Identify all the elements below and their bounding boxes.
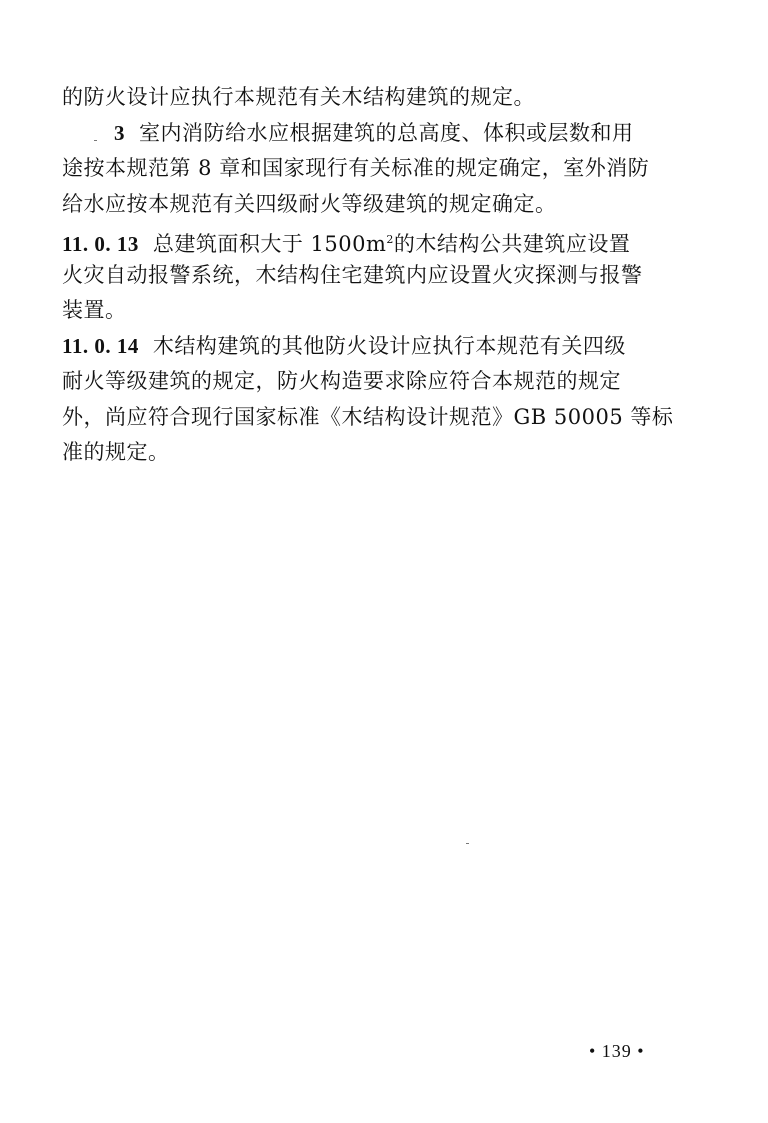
text-run: 的木结构公共建筑应设置 bbox=[393, 232, 631, 256]
text-run: 木结构建筑的其他防火设计应执行本规范有关四级 bbox=[152, 333, 626, 358]
text-line: 外，尚应符合现行国家标准《木结构设计规范》GB 50005 等标 bbox=[62, 404, 674, 429]
page-number: • 139 • bbox=[589, 1041, 645, 1061]
scan-speck bbox=[466, 843, 469, 844]
clause-number: 11. 0. 14 bbox=[62, 333, 139, 358]
clause-11-0-13-line-1 bbox=[62, 222, 674, 258]
text-run: 室内消防给水应根据建筑的总高度、体积或层数和用 bbox=[139, 120, 634, 145]
text-line: 耐火等级建筑的规定，防火构造要求除应符合本规范的规定 bbox=[62, 369, 621, 393]
clause-number: 11. 0. 13 bbox=[62, 232, 139, 256]
text-line: 的防火设计应执行本规范有关木结构建筑的规定。 bbox=[62, 85, 535, 109]
text-line: 装置。 bbox=[62, 298, 127, 322]
superscript: 2 bbox=[386, 233, 394, 246]
text-line: 火灾自动报警系统，木结构住宅建筑内应设置火灾探测与报警 bbox=[62, 262, 643, 287]
text-line: 给水应按本规范有关四级耐火等级建筑的规定确定。 bbox=[62, 191, 557, 216]
text-line: 途按本规范第 8 章和国家现行有关标准的规定确定，室外消防 bbox=[62, 156, 650, 180]
item-3-line-1 bbox=[62, 116, 674, 152]
body-text bbox=[62, 80, 674, 471]
item-number: 3 bbox=[114, 120, 125, 145]
text-run: 总建筑面积大于 1500m bbox=[152, 232, 387, 256]
scan-speck bbox=[94, 140, 97, 141]
clause-11-0-14-line-1 bbox=[62, 329, 674, 365]
text-line: 准的规定。 bbox=[62, 440, 170, 464]
